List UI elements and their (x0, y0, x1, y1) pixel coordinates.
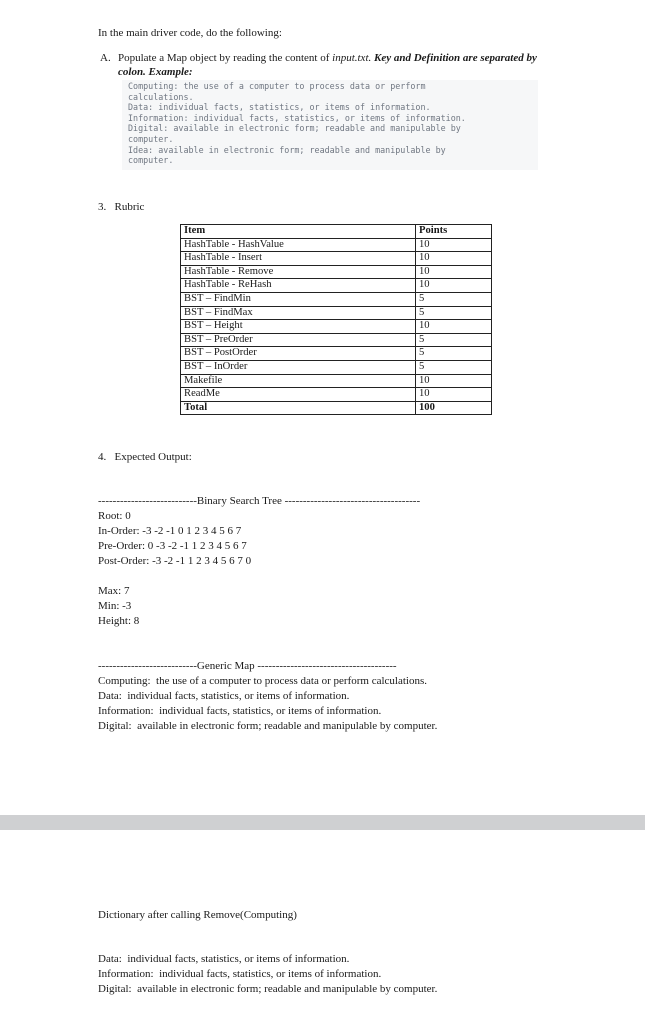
step-a-text: Populate a Map object by reading the content of (118, 52, 333, 64)
page-separator (0, 815, 645, 830)
points-cell: 5 (416, 292, 492, 306)
column-header-item: Item (181, 225, 416, 239)
map-line: Computing: the use of a computer to process data or perform calculations. (98, 675, 427, 687)
intro-text: In the main driver code, do the following: (98, 27, 282, 39)
points-cell: 10 (416, 320, 492, 334)
map-header: ---------------------------Generic Map -------------------------------------- (98, 660, 397, 672)
item-cell: BST – FindMin (181, 292, 416, 306)
item-cell: HashTable - HashValue (181, 238, 416, 252)
table-row (181, 292, 492, 306)
item-cell: BST – InOrder (181, 360, 416, 374)
table-row (181, 360, 492, 374)
step-a-line1 (118, 51, 537, 66)
map-line: Digital: available in electronic form; readable and manipulable by computer. (98, 720, 438, 732)
map-line: Data: individual facts, statistics, or items of information. (98, 690, 350, 702)
example-line: computer. (128, 155, 174, 166)
bst-postorder: Post-Order: -3 -2 -1 1 2 3 4 5 6 7 0 (98, 555, 252, 567)
table-header-row (181, 225, 492, 239)
item-cell: HashTable - Insert (181, 252, 416, 266)
bst-preorder: Pre-Order: 0 -3 -2 -1 1 2 3 4 5 6 7 (98, 540, 247, 552)
dictionary-line: Data: individual facts, statistics, or items of information. (98, 953, 350, 965)
step-a-emphasis-2: colon. Example: (118, 66, 193, 78)
bst-max: Max: 7 (98, 585, 130, 597)
bst-min: Min: -3 (98, 600, 132, 612)
points-cell: 10 (416, 388, 492, 402)
points-cell: 10 (416, 238, 492, 252)
map-line: Information: individual facts, statistics, or items of information. (98, 705, 382, 717)
example-code-block (122, 80, 538, 170)
dictionary-line: Information: individual facts, statistics, or items of information. (98, 968, 382, 980)
step-a-filename: input.txt. (332, 52, 372, 64)
item-cell: BST – PreOrder (181, 333, 416, 347)
bst-root: Root: 0 (98, 510, 131, 522)
expected-output-heading: 4. Expected Output: (98, 451, 192, 463)
dictionary-line: Digital: available in electronic form; readable and manipulable by computer. (98, 983, 438, 995)
points-cell: 5 (416, 333, 492, 347)
points-cell: 10 (416, 279, 492, 293)
example-line: Computing: the use of a computer to process data or perform (128, 81, 426, 91)
table-row (181, 265, 492, 279)
table-row (181, 388, 492, 402)
example-line: computer. (128, 133, 174, 144)
item-cell: ReadMe (181, 388, 416, 402)
table-row (181, 252, 492, 266)
example-line: calculations. (128, 91, 194, 102)
rubric-heading: 3. Rubric (98, 201, 145, 213)
table-row (181, 306, 492, 320)
example-line: Idea: available in electronic form; readable and manipulable by (128, 144, 446, 155)
total-label: Total (181, 401, 416, 415)
item-cell: BST – FindMax (181, 306, 416, 320)
dictionary-heading: Dictionary after calling Remove(Computing) (98, 909, 297, 921)
bst-height: Height: 8 (98, 615, 140, 627)
bst-header: ---------------------------Binary Search Tree ------------------------------------- (98, 495, 421, 507)
total-row (181, 401, 492, 415)
rubric-table (180, 224, 492, 415)
step-a-marker: A. (100, 52, 111, 64)
item-cell: BST – Height (181, 320, 416, 334)
table-row (181, 374, 492, 388)
column-header-points: Points (416, 225, 492, 239)
points-cell: 10 (416, 374, 492, 388)
step-a-emphasis-1: Key and Definition are separated by (374, 52, 537, 64)
item-cell: HashTable - ReHash (181, 279, 416, 293)
item-cell: HashTable - Remove (181, 265, 416, 279)
table-row (181, 320, 492, 334)
points-cell: 10 (416, 265, 492, 279)
table-row (181, 238, 492, 252)
example-line: Data: individual facts, statistics, or items of information. (128, 102, 431, 113)
table-row (181, 347, 492, 361)
table-row (181, 333, 492, 347)
total-points: 100 (416, 401, 492, 415)
points-cell: 5 (416, 360, 492, 374)
points-cell: 10 (416, 252, 492, 266)
points-cell: 5 (416, 347, 492, 361)
example-line: Digital: available in electronic form; readable and manipulable by (128, 123, 461, 134)
item-cell: Makefile (181, 374, 416, 388)
points-cell: 5 (416, 306, 492, 320)
example-line: Information: individual facts, statistics, or items of information. (128, 112, 466, 123)
table-row (181, 279, 492, 293)
bst-inorder: In-Order: -3 -2 -1 0 1 2 3 4 5 6 7 (98, 525, 242, 537)
item-cell: BST – PostOrder (181, 347, 416, 361)
